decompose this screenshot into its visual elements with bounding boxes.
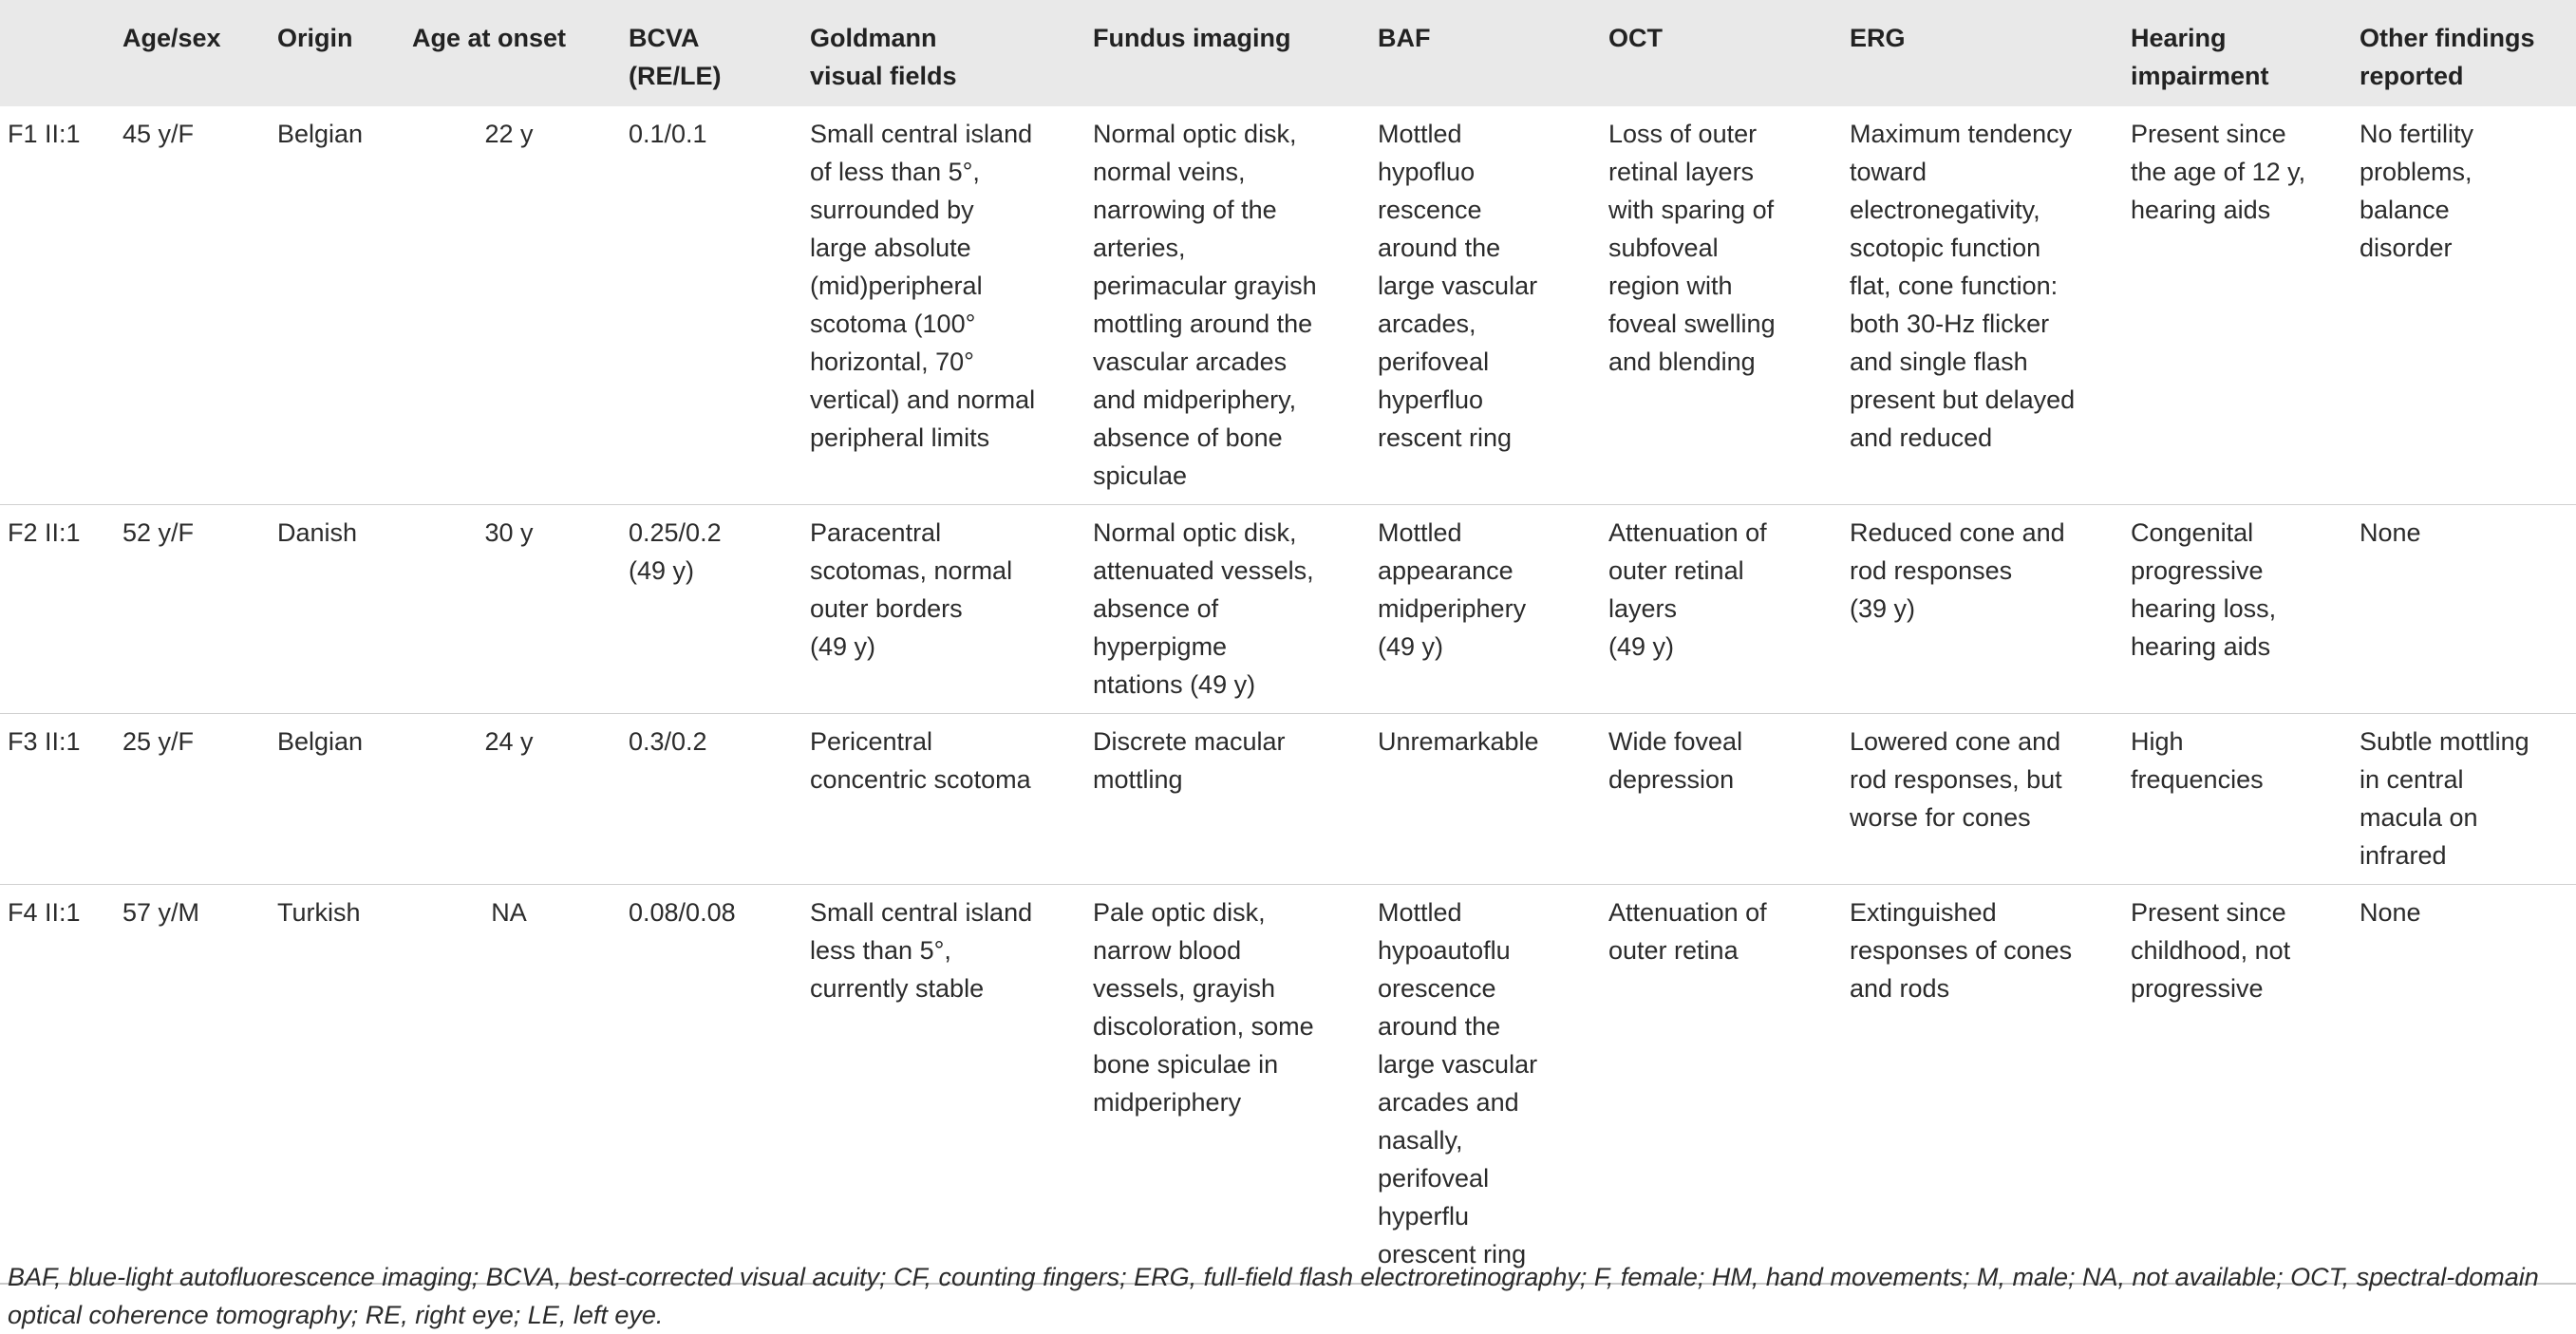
cell-onset: 22 y — [484, 120, 534, 148]
cell-goldmann: Small central island less than 5°, currently stable — [799, 885, 1081, 1285]
cell-baf: Mottled appearance midperiphery (49 y) — [1366, 505, 1597, 714]
cell-age-sex: 25 y/F — [111, 714, 266, 885]
table-row — [0, 505, 2576, 714]
cell-other: No fertility problems, balance disorder — [2360, 120, 2474, 262]
header-age-at-onset: Age at onset — [412, 24, 567, 52]
cell-patient: F4 II:1 — [0, 885, 111, 1285]
cell-erg: Reduced cone and rod responses (39 y) — [1838, 505, 2119, 714]
header-origin: Origin — [277, 24, 353, 52]
cell-oct: Attenuation of outer retinal layers (49 y) — [1597, 505, 1838, 714]
header-erg: ERG — [1850, 24, 1906, 52]
cell-origin: Danish — [266, 505, 401, 714]
header-age-sex: Age/sex — [122, 24, 221, 52]
table-row — [0, 106, 2576, 505]
cell-bcva: 0.08/0.08 — [617, 885, 799, 1285]
cell-patient: F1 II:1 — [8, 120, 81, 148]
cell-bcva: 0.1/0.1 — [629, 120, 707, 148]
cell-fundus: Normal optic disk, attenuated vessels, absence of hyperpigme ntations (49 y) — [1081, 505, 1366, 714]
cell-erg: Maximum tendency toward electronegativity, scotopic function flat, cone function: both 30-Hz flicker and single flash present but delayed and reduced — [1850, 120, 2076, 452]
header-bcva: BCVA (RE/LE) — [629, 24, 722, 90]
cell-baf: Mottled hypoautoflu orescence around the large vascular arcades and nasally, perifoveal hyperflu orescent ring — [1366, 885, 1597, 1285]
cell-onset: NA — [401, 885, 617, 1285]
cell-oct: Loss of outer retinal layers with sparing of subfoveal region with foveal swelling and blending — [1608, 120, 1776, 376]
header-patient — [0, 0, 111, 106]
header-fundus: Fundus imaging — [1093, 24, 1291, 52]
cell-oct: Attenuation of outer retina — [1597, 885, 1838, 1285]
cell-fundus: Discrete macular mottling — [1081, 714, 1366, 885]
cell-origin: Turkish — [266, 885, 401, 1285]
cell-goldmann: Pericentral concentric scotoma — [799, 714, 1081, 885]
cell-fundus: Pale optic disk, narrow blood vessels, grayish discoloration, some bone spiculae in midperiphery — [1081, 885, 1366, 1285]
cell-hearing: Congenital progressive hearing loss, hearing aids — [2119, 505, 2348, 714]
cell-age-sex: 57 y/M — [111, 885, 266, 1285]
header-goldmann: Goldmann visual fields — [810, 24, 957, 90]
cell-origin: Belgian — [266, 714, 401, 885]
cell-goldmann: Small central island of less than 5°, surrounded by large absolute (mid)peripheral scotoma (100° horizontal, 70° vertical) and normal peripheral limits — [810, 120, 1036, 452]
cell-other: None — [2348, 885, 2576, 1285]
cell-hearing: High frequencies — [2119, 714, 2348, 885]
cell-patient: F2 II:1 — [0, 505, 111, 714]
table-row — [0, 714, 2576, 885]
cell-bcva: 0.25/0.2 (49 y) — [617, 505, 799, 714]
cell-other: None — [2348, 505, 2576, 714]
cell-age-sex: 52 y/F — [111, 505, 266, 714]
cell-baf: Unremarkable — [1366, 714, 1597, 885]
cell-bcva: 0.3/0.2 — [617, 714, 799, 885]
cell-oct: Wide foveal depression — [1597, 714, 1838, 885]
cell-patient: F3 II:1 — [0, 714, 111, 885]
header-baf: BAF — [1378, 24, 1431, 52]
cell-erg: Lowered cone and rod responses, but worse for cones — [1838, 714, 2119, 885]
cell-hearing: Present since the age of 12 y, hearing aids — [2131, 120, 2306, 224]
table-footnote: BAF, blue-light autofluorescence imaging; BCVA, best-corrected visual acuity; CF, counting fingers; ERG, full-field flash electroretinography; F, female; HM, hand movements; M, male; NA, not available; OCT, spectral-domain optical coherence tomography; RE, right eye; LE, left eye. — [8, 1263, 2539, 1329]
cell-hearing: Present since childhood, not progressive — [2119, 885, 2348, 1285]
header-hearing: Hearing impairment — [2131, 24, 2269, 90]
cell-fundus: Normal optic disk, normal veins, narrowing of the arteries, perimacular grayish mottling around the vascular arcades and midperiphery, absence of bone spiculae — [1093, 120, 1317, 490]
cell-onset: 24 y — [401, 714, 617, 885]
cell-other: Subtle mottling in central macula on infrared — [2348, 714, 2576, 885]
cell-origin: Belgian — [277, 120, 364, 148]
header-other-findings: Other findings reported — [2360, 24, 2535, 90]
header-oct: OCT — [1608, 24, 1663, 52]
cell-baf: Mottled hypofluo rescence around the large vascular arcades, perifoveal hyperfluo rescent ring — [1378, 120, 1538, 452]
cell-goldmann: Paracentral scotomas, normal outer borders (49 y) — [799, 505, 1081, 714]
table-row — [0, 885, 2576, 1285]
header-row — [0, 0, 2576, 106]
cell-erg: Extinguished responses of cones and rods — [1838, 885, 2119, 1285]
cell-age-sex: 45 y/F — [122, 120, 195, 148]
cell-onset: 30 y — [401, 505, 617, 714]
